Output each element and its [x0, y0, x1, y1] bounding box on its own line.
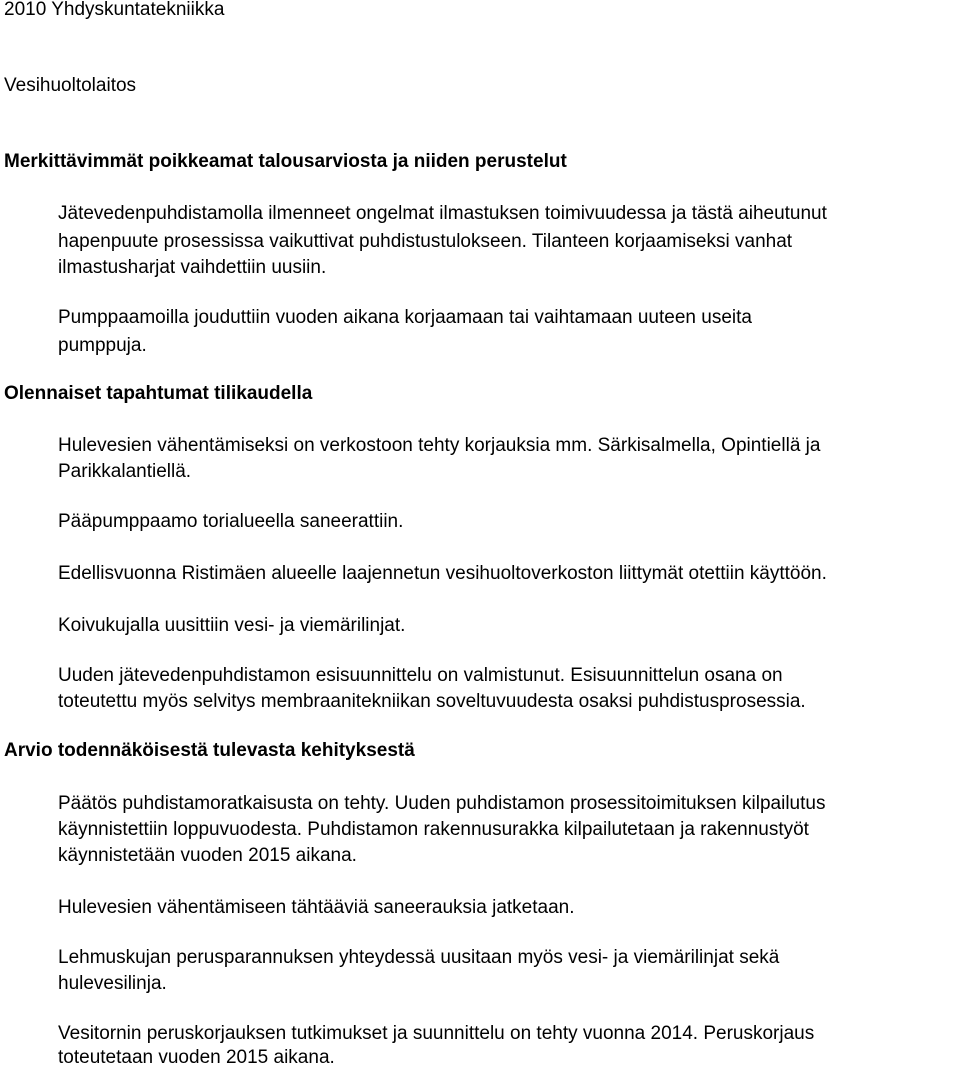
paragraph-line: käynnistettiin loppuvuodesta. Puhdistamon rakennusurakka kilpailutetaan ja rakennustyöt [58, 819, 809, 840]
paragraph-line: Pääpumppaamo torialueella saneerattiin. [58, 511, 404, 532]
paragraph-line: Hulevesien vähentämiseksi on verkostoon tehty korjauksia mm. Särkisalmella, Opintiellä ja [58, 435, 821, 456]
paragraph-line: Koivukujalla uusittiin vesi- ja viemärilinjat. [58, 615, 406, 636]
paragraph-line: käynnistetään vuoden 2015 aikana. [58, 845, 357, 866]
paragraph-line: Päätös puhdistamoratkaisusta on tehty. Uuden puhdistamon prosessitoimituksen kilpailutus [58, 793, 826, 814]
paragraph-line: hulevesilinja. [58, 973, 167, 994]
paragraph-line: Pumppaamoilla jouduttiin vuoden aikana korjaamaan tai vaihtamaan uuteen useita [58, 307, 752, 328]
paragraph-line: toteutetaan vuoden 2015 aikana. [58, 1047, 335, 1068]
paragraph-line: Uuden jätevedenpuhdistamon esisuunnittelu on valmistunut. Esisuunnittelun osana on [58, 665, 783, 686]
paragraph-line: Jätevedenpuhdistamolla ilmenneet ongelmat ilmastuksen toimivuudessa ja tästä aiheutunut [58, 203, 827, 224]
unit-title: Vesihuoltolaitos [4, 75, 137, 96]
paragraph-line: ilmastusharjat vaihdettiin uusiin. [58, 257, 327, 278]
section-heading-outlook: Arvio todennäköisestä tulevasta kehityksestä [4, 740, 415, 761]
paragraph-line: Hulevesien vähentämiseen tähtääviä saneerauksia jatketaan. [58, 897, 575, 918]
section-heading-events: Olennaiset tapahtumat tilikaudella [4, 383, 313, 404]
paragraph-line: hapenpuute prosessissa vaikuttivat puhdistustulokseen. Tilanteen korjaamiseksi vanhat [58, 231, 793, 252]
paragraph-line: Parikkalantiellä. [58, 461, 192, 482]
paragraph-line: Vesitornin peruskorjauksen tutkimukset ja suunnittelu on tehty vuonna 2014. Peruskorjaus [58, 1023, 815, 1044]
year-title: 2010 Yhdyskuntatekniikka [4, 0, 225, 20]
paragraph-line: Lehmuskujan perusparannuksen yhteydessä uusitaan myös vesi- ja viemärilinjat sekä [58, 947, 780, 968]
paragraph-line: pumppuja. [58, 335, 147, 356]
paragraph-line: toteutettu myös selvitys membraanitekniikan soveltuvuudesta osaksi puhdistusprosessia. [58, 691, 806, 712]
paragraph-line: Edellisvuonna Ristimäen alueelle laajennetun vesihuoltoverkoston liittymät otettiin käyttöön. [58, 563, 827, 584]
section-heading-deviations: Merkittävimmät poikkeamat talousarviosta ja niiden perustelut [4, 151, 567, 172]
